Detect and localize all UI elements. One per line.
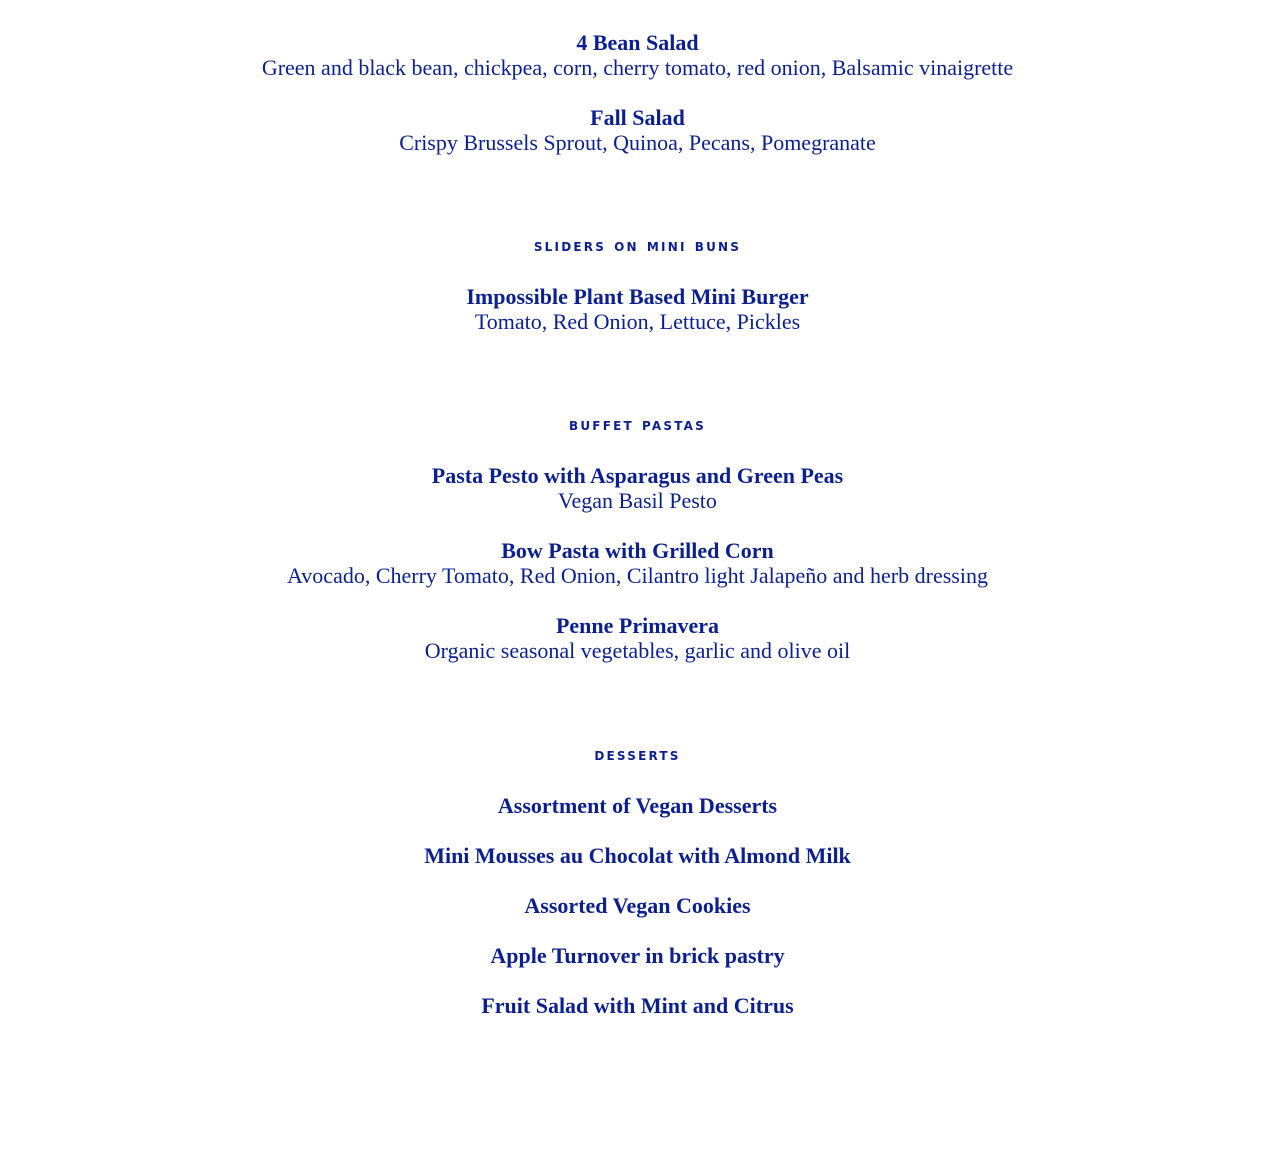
item-name: 4 Bean Salad	[576, 30, 699, 55]
section-heading-desserts: desserts	[594, 745, 681, 765]
item-description: Green and black bean, chickpea, corn, cherry tomato, red onion, Balsamic vinaigrette	[261, 55, 1014, 80]
pastas-heading-wrap	[0, 414, 1275, 436]
salads-section-2	[0, 105, 1275, 155]
menu-item	[0, 613, 1275, 663]
item-description: Organic seasonal vegetables, garlic and olive oil	[424, 638, 851, 663]
item-name: Bow Pasta with Grilled Corn	[501, 538, 774, 563]
desserts-item-1	[0, 793, 1275, 818]
section-heading-sliders: sliders on mini buns	[533, 236, 742, 256]
item-name: Fall Salad	[590, 105, 685, 130]
item-description: Avocado, Cherry Tomato, Red Onion, Cilantro light Jalapeño and herb dressing	[287, 563, 988, 588]
item-name: Impossible Plant Based Mini Burger	[466, 284, 809, 309]
desserts-item-2	[0, 843, 1275, 868]
sliders-heading-wrap	[0, 235, 1275, 257]
menu-item	[0, 538, 1275, 588]
item-name: Mini Mousses au Chocolat with Almond Milk	[424, 843, 851, 868]
item-description: Vegan Basil Pesto	[558, 488, 717, 513]
item-name: Apple Turnover in brick pastry	[490, 943, 785, 968]
desserts-heading-wrap	[0, 744, 1275, 766]
pastas-item-3	[0, 613, 1275, 663]
menu-item	[0, 105, 1275, 155]
menu-item	[0, 284, 1275, 334]
salads-section	[0, 30, 1275, 80]
item-name: Pasta Pesto with Asparagus and Green Peas	[431, 463, 844, 488]
sliders-section	[0, 284, 1275, 334]
item-name: Penne Primavera	[555, 613, 720, 638]
item-name: Assortment of Vegan Desserts	[497, 793, 778, 818]
menu-item	[0, 30, 1275, 80]
pastas-item-2	[0, 538, 1275, 588]
section-heading-pastas: buffet pastas	[569, 415, 706, 435]
item-name: Fruit Salad with Mint and Citrus	[481, 993, 794, 1018]
menu-item	[0, 463, 1275, 513]
desserts-item-4	[0, 943, 1275, 968]
item-description: Tomato, Red Onion, Lettuce, Pickles	[474, 309, 801, 334]
item-description: Crispy Brussels Sprout, Quinoa, Pecans, Pomegranate	[399, 130, 876, 155]
desserts-item-3	[0, 893, 1275, 918]
desserts-item-5	[0, 993, 1275, 1018]
pastas-item-1	[0, 463, 1275, 513]
item-name: Assorted Vegan Cookies	[524, 893, 751, 918]
